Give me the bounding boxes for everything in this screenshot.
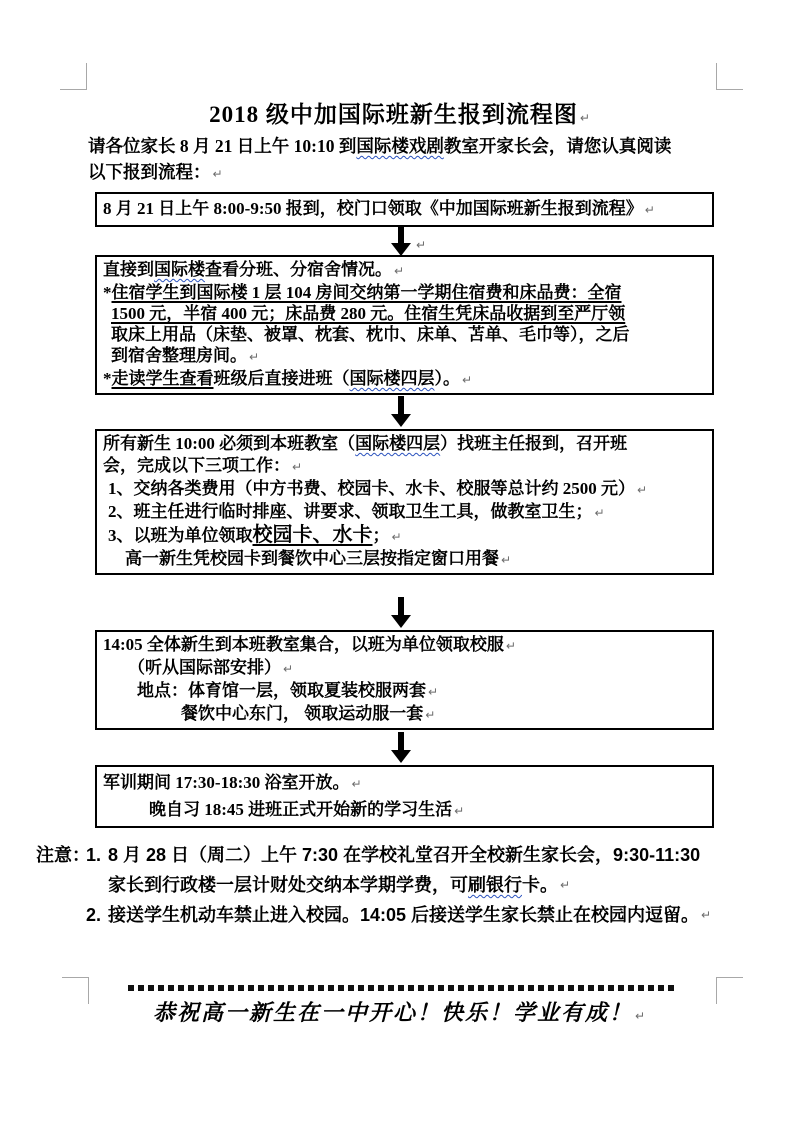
flow-box-line [103, 324, 706, 345]
page-title [0, 96, 800, 129]
flow-box-line [103, 282, 706, 303]
flow-box-text: 高一新生凭校园卡到餐饮中心三层按指定窗口用餐 [125, 549, 499, 568]
flow-box-text: ）找班主任报到，召开班 [440, 434, 628, 453]
pilcrow-mark: ↵ [249, 350, 260, 364]
pilcrow-mark: ↵ [637, 483, 648, 497]
down-arrow-icon [391, 396, 411, 427]
pilcrow-mark: ↵ [701, 908, 712, 922]
intro-line-1 [88, 133, 738, 159]
spellcheck-text: 刷银行 [468, 875, 522, 895]
pilcrow-mark: ↵ [425, 708, 436, 722]
arrow-shaft [398, 732, 404, 750]
pilcrow-mark: ↵ [428, 685, 439, 699]
intro-line-2 [88, 159, 738, 187]
pilcrow-mark: ↵ [594, 506, 605, 520]
pilcrow-mark: ↵ [579, 111, 591, 125]
pilcrow-mark: ↵ [634, 1009, 648, 1023]
flow-box-dormitory [95, 255, 714, 395]
flow-box-text: 班级后直接进班（ [213, 369, 350, 388]
flow-box-text: * [103, 283, 112, 302]
flow-box-line [103, 478, 706, 501]
flow-box-line [103, 345, 706, 368]
flow-box-class-meeting [95, 429, 714, 575]
flow-box-line [103, 259, 706, 282]
flow-box-line [103, 680, 706, 703]
intro-paragraph [88, 133, 738, 187]
note-line [36, 900, 784, 930]
flow-box-line [103, 196, 706, 223]
flow-box-text: 会，完成以下三项工作： [103, 456, 290, 475]
pilcrow-mark: ↵ [462, 373, 473, 387]
flow-box-line [103, 368, 706, 391]
note-number: 1. [86, 845, 102, 865]
flow-box-text: 8 月 21 日上午 8:00-9:50 报到，校门口领取《中加国际班新生报到流程》 [103, 199, 643, 218]
down-arrow-icon [391, 597, 411, 628]
flow-box-text: ； [372, 526, 390, 545]
intro-spellcheck-text: 国际楼戏剧 [356, 136, 444, 156]
flow-box-text: 查看分班、分宿舍情况。 [205, 260, 392, 279]
flow-box-text: 到宿舍整理房间。 [111, 346, 247, 365]
flow-box-text: 取床上用品（床垫、被罩、枕套、枕巾、床单、苫单、毛巾等），之后 [111, 325, 630, 344]
spellcheck-text: 国际楼四层 [355, 434, 441, 453]
arrow-shaft [398, 225, 404, 243]
underlined-text: 走读学生查看 [111, 369, 214, 388]
pilcrow-mark: ↵ [283, 662, 294, 676]
flow-box-line [103, 797, 706, 824]
pilcrow-mark: ↵ [560, 878, 571, 892]
pilcrow-mark: ↵ [292, 460, 303, 474]
arrow-head [391, 615, 411, 628]
flow-box-line [103, 501, 706, 524]
flow-box-text: 餐饮中心东门， 领取运动服一套 [181, 704, 424, 723]
notes-section [36, 840, 784, 930]
flow-box-text: 直接到 [103, 260, 154, 279]
flow-box-line [103, 657, 706, 680]
note-text: 卡。 [522, 875, 558, 895]
pilcrow-mark: ↵ [351, 777, 362, 791]
arrow-head [391, 414, 411, 427]
flow-box-text: ）。 [434, 369, 460, 388]
flow-box-evening [95, 765, 714, 828]
flow-box-line [103, 703, 706, 726]
arrow-shaft [398, 597, 404, 615]
underlined-text: 1500 元，半宿 400 元；床品费 280 元。住宿生凭床品收据到至严厅领 [111, 304, 626, 323]
congratulation-text: 恭祝高一新生在一中开心！快乐！学业有成！ [152, 1000, 633, 1025]
flow-box-text: 所有新生 10:00 必须到本班教室（ [103, 434, 356, 453]
arrow-shaft [398, 396, 404, 414]
intro-text: 教室开家长会，请您认真阅读 [443, 136, 672, 156]
spellcheck-text: 国际楼四层 [349, 369, 435, 388]
dotted-divider [128, 985, 675, 991]
intro-text: 以下报到流程： [88, 162, 211, 182]
pilcrow-mark: ↵ [501, 553, 512, 567]
intro-text: 请各位家长 8 月 21 日上午 10:10 到 [88, 136, 357, 156]
flow-box-text: 14:05 全体新生到本班教室集合，以班为单位领取校服 [103, 635, 504, 654]
flow-box-arrival [95, 192, 714, 227]
crop-mark-top-right-icon [716, 63, 743, 90]
pilcrow-mark: ↵ [644, 203, 655, 217]
flow-box-line [103, 524, 706, 548]
emphasized-text: 校园卡、水卡 [252, 524, 373, 546]
flow-box-line [103, 770, 706, 797]
pilcrow-mark: ↵ [212, 167, 223, 181]
flow-box-text: 晚自习 18:45 进班正式开始新的学习生活 [149, 800, 453, 819]
flow-box-text: （听从国际部安排） [128, 658, 281, 677]
underlined-text: 住宿学生到国际楼 1 层 104 房间交纳第一学期住宿费和床品费：全宿 [111, 283, 622, 302]
pilcrow-mark: ↵ [416, 238, 427, 252]
pilcrow-mark: ↵ [391, 530, 402, 544]
flow-box-line [103, 548, 706, 571]
flow-box-text: 军训期间 17:30-18:30 浴室开放。 [103, 773, 350, 792]
note-number: 2. [86, 905, 102, 925]
arrow-head [391, 750, 411, 763]
flow-box-line [103, 455, 706, 478]
note-text: 家长到行政楼一层计财处交纳本学期学费，可 [108, 875, 468, 895]
congratulation-line [0, 996, 800, 1027]
page-title-text: 2018 级中加国际班新生报到流程图 [209, 102, 578, 127]
flow-box-text: * [103, 369, 112, 388]
flow-box-uniforms [95, 630, 714, 730]
spellcheck-text: 国际楼 [154, 260, 205, 279]
crop-mark-top-left-icon [60, 63, 87, 90]
note-line [36, 870, 784, 900]
flow-box-line [103, 634, 706, 657]
note-text: 接送学生机动车禁止进入校园。14:05 后接送学生家长禁止在校园内逗留。 [108, 905, 700, 925]
flow-box-line [103, 303, 706, 324]
note-line [36, 840, 784, 870]
pilcrow-mark: ↵ [454, 804, 465, 818]
flow-box-text: 地点：体育馆一层，领取夏装校服两套 [137, 681, 426, 700]
down-arrow-icon [391, 225, 411, 256]
notes-label: 注意： [36, 845, 90, 865]
down-arrow-icon [391, 732, 411, 763]
note-text: 8 月 28 日（周二）上午 7:30 在学校礼堂召开全校新生家长会，9:30-11:30 [108, 845, 701, 865]
flow-box-text: 3、以班为单位领取 [108, 526, 253, 545]
pilcrow-mark: ↵ [505, 639, 516, 653]
flow-box-text: 1、交纳各类费用（中方书费、校园卡、水卡、校服等总计约 2500 元） [108, 479, 635, 498]
flow-box-line [103, 433, 706, 455]
pilcrow-mark: ↵ [394, 264, 405, 278]
flow-box-text: 2、班主任进行临时排座、讲要求、领取卫生工具，做教室卫生； [108, 502, 593, 521]
